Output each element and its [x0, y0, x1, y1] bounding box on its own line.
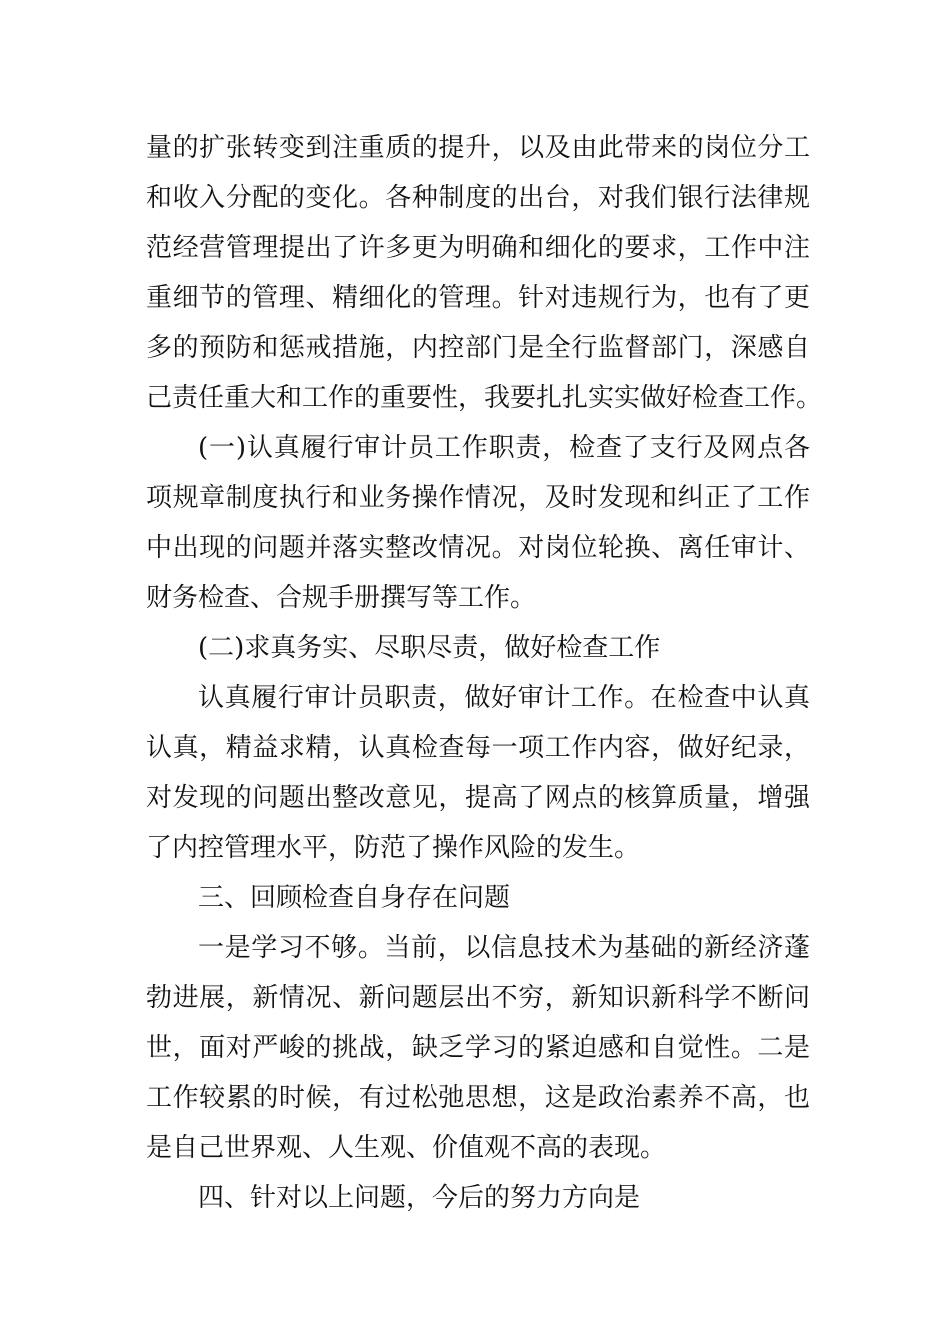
text-line: 财务检查、合规手册撰写等工作。	[146, 583, 537, 613]
text-line: 量的扩张转变到注重质的提升，以及由此带来的岗位分工	[146, 133, 810, 163]
text-line: 是自己世界观、人生观、价值观不高的表现。	[146, 1133, 667, 1163]
section-heading: 四、针对以上问题，今后的努力方向是	[198, 1183, 641, 1213]
text-line: 范经营管理提出了许多更为明确和细化的要求，工作中注	[146, 233, 810, 263]
text-line: 了内控管理水平，防范了操作风险的发生。	[146, 833, 641, 863]
text-line: (一)认真履行审计员工作职责，检查了支行及网点各	[198, 433, 810, 463]
text-line: 中出现的问题并落实整改情况。对岗位轮换、离任审计、	[146, 533, 810, 563]
text-line: 认真，精益求精，认真检查每一项工作内容，做好纪录，	[146, 733, 810, 763]
text-line: 多的预防和惩戒措施，内控部门是全行监督部门，深感自	[146, 333, 810, 363]
section-heading: 三、回顾检查自身存在问题	[198, 883, 511, 913]
text-line: 认真履行审计员职责，做好审计工作。在检查中认真	[198, 683, 810, 713]
text-line: 世，面对严峻的挑战，缺乏学习的紧迫感和自觉性。二是	[146, 1033, 810, 1063]
text-line: 和收入分配的变化。各种制度的出台，对我们银行法律规	[146, 183, 810, 213]
text-line: 勃进展，新情况、新问题层出不穷，新知识新科学不断问	[146, 983, 810, 1013]
text-line: 对发现的问题出整改意见，提高了网点的核算质量，增强	[146, 783, 810, 813]
text-line: 一是学习不够。当前，以信息技术为基础的新经济蓬	[198, 933, 810, 963]
text-line: 重细节的管理、精细化的管理。针对违规行为，也有了更	[146, 283, 810, 313]
text-line: 己责任重大和工作的重要性，我要扎扎实实做好检查工作。	[146, 383, 823, 413]
text-line: 工作较累的时候，有过松弛思想，这是政治素养不高，也	[146, 1083, 810, 1113]
text-line: 项规章制度执行和业务操作情况，及时发现和纠正了工作	[146, 483, 810, 513]
section-heading: (二)求真务实、尽职尽责，做好检查工作	[198, 633, 661, 663]
